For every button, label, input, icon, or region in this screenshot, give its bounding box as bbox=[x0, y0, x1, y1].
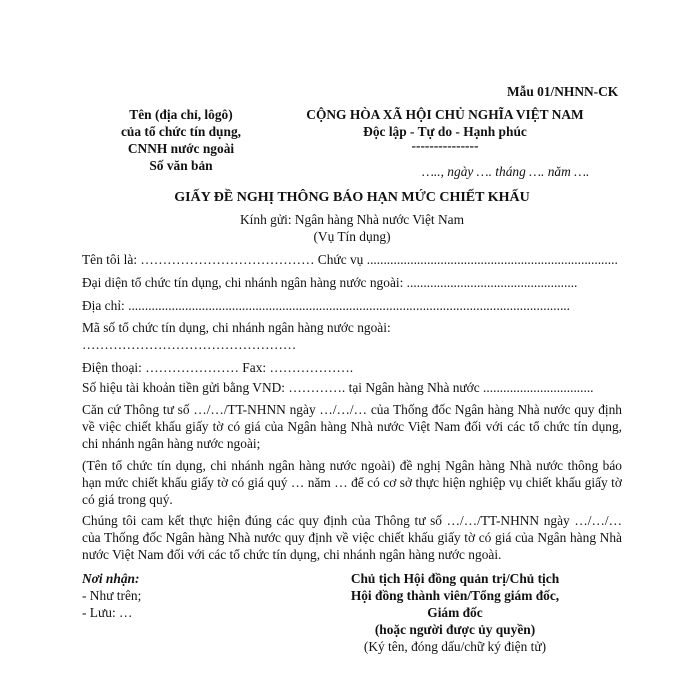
commitment-paragraph: Chúng tôi cam kết thực hiện đúng các quy định của Thông tư số …/…/TT-NHNN ngày …/…/… của Thống đốc Ngân hàng Nhà nước quy định về việc chiết khấu giấy tờ có giá của Ngân hàng Nhà nước Việt Nam đối với các tổ chức tín dụng, chi nhánh ngân hàng nước ngoài. bbox=[82, 513, 622, 562]
motto-divider: --------------- bbox=[411, 138, 479, 153]
recipients-item: - Như trên; bbox=[82, 588, 142, 603]
name-field-line: Tên tôi là: ………………………………… Chức vụ ........................................................................... bbox=[82, 252, 618, 267]
recipients-archive: - Lưu: … bbox=[82, 605, 133, 620]
representative-field-line: Đại diện tổ chức tín dụng, chi nhánh ngân hàng nước ngoài: ................................................... bbox=[82, 275, 578, 290]
form-code: Mẫu 01/NHNN-CK bbox=[507, 84, 619, 99]
recipients-heading: Nơi nhận: bbox=[82, 571, 140, 586]
account-line: Số hiệu tài khoản tiền gửi bằng VND: …………. tại Ngân hàng Nhà nước ................................. bbox=[82, 380, 594, 395]
org-code-label: Mã số tổ chức tín dụng, chi nhánh ngân hàng nước ngoài: bbox=[82, 320, 391, 335]
org-type-line-2: CNNH nước ngoài bbox=[127, 141, 235, 156]
recipient-line: Kính gửi: Ngân hàng Nhà nước Việt Nam bbox=[240, 212, 464, 227]
document-title: GIẤY ĐỀ NGHỊ THÔNG BÁO HẠN MỨC CHIẾT KHẤU bbox=[174, 190, 530, 205]
signature-title-line-1: Chủ tịch Hội đồng quản trị/Chủ tịch bbox=[350, 571, 560, 586]
org-type-line: của tổ chức tín dụng, bbox=[120, 124, 241, 139]
phone-fax-line: Điện thoại: ………………… Fax: ………………. bbox=[82, 360, 354, 375]
signature-title-line-2: Hội đồng thành viên/Tổng giám đốc, bbox=[350, 588, 560, 603]
request-paragraph: (Tên tổ chức tín dụng, chi nhánh ngân hàng nước ngoài) đề nghị Ngân hàng Nhà nước thông báo hạn mức chiết khấu giấy tờ có giá quý … năm … để có cơ sở thực hiện nghiệp vụ chiết khấu giấy tờ có giá trong quý. bbox=[82, 458, 622, 507]
document-number-label: Số văn bản bbox=[149, 158, 213, 173]
signature-title-line-3: Giám đốc bbox=[427, 605, 483, 620]
org-name-placeholder: Tên (địa chỉ, lôgô) bbox=[129, 107, 233, 122]
org-code-dots: ………………………………………… bbox=[82, 337, 297, 352]
date-line: ….., ngày …. tháng …. năm …. bbox=[422, 164, 590, 179]
motto: Độc lập - Tự do - Hạnh phúc bbox=[363, 124, 527, 139]
authorized-person-note: (hoặc người được ủy quyền) bbox=[374, 622, 536, 637]
nation-heading: CỘNG HÒA XÃ HỘI CHỦ NGHĨA VIỆT NAM bbox=[306, 107, 584, 122]
legal-basis-paragraph: Căn cứ Thông tư số …/…/TT-NHNN ngày …/…/… của Thống đốc Ngân hàng Nhà nước quy định về việc chiết khấu giấy tờ có giá của Ngân hàng Nhà nước Việt Nam đối với các tổ chức tín dụng, chi nhánh ngân hàng nước ngoài; bbox=[82, 402, 622, 451]
recipient-department: (Vụ Tín dụng) bbox=[313, 229, 391, 244]
signature-instruction: (Ký tên, đóng dấu/chữ ký điện tử) bbox=[363, 639, 547, 654]
address-field-line: Địa chỉ: .................................................................................................................................... bbox=[82, 298, 570, 313]
